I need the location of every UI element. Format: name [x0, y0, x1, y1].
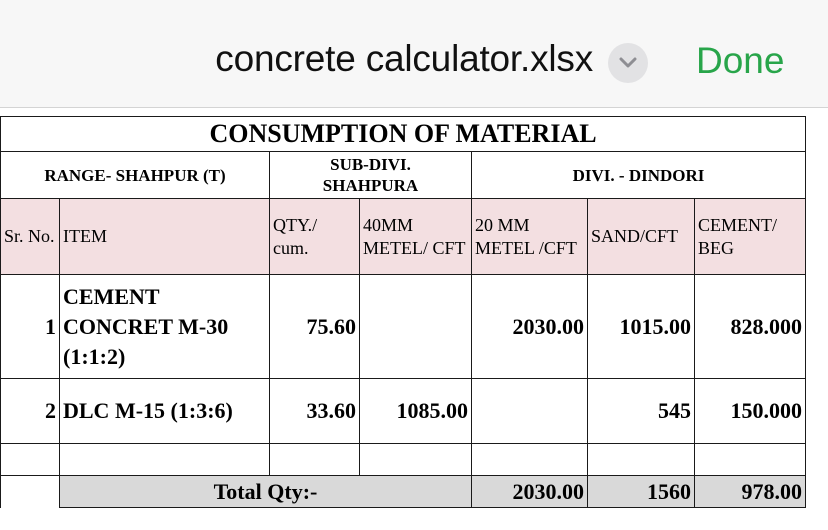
total-label[interactable]: Total Qty:-: [60, 476, 472, 508]
row-1-item-line2: CONCRET M-30: [63, 313, 229, 339]
column-header-row: [1, 199, 806, 275]
title-row: [1, 117, 806, 152]
row-1-item-line3: (1:1:2): [63, 343, 126, 369]
total-empty-cell[interactable]: [1, 476, 60, 508]
empty-cell[interactable]: [60, 444, 270, 476]
header-cement-line1: CEMENT/: [698, 214, 777, 235]
row-2-qty[interactable]: 33.60: [270, 379, 360, 444]
header-cement-line2: BEG: [698, 237, 734, 258]
total-cement[interactable]: 978.00: [695, 476, 806, 508]
row-1-item-line1: CEMENT: [63, 283, 160, 309]
row-2-metal-40[interactable]: 1085.00: [360, 379, 472, 444]
total-metal-20[interactable]: 2030.00: [472, 476, 588, 508]
empty-cell[interactable]: [472, 444, 588, 476]
empty-cell[interactable]: [270, 444, 360, 476]
toolbar: [0, 0, 828, 108]
row-1-item[interactable]: [60, 275, 270, 379]
empty-row: [1, 444, 806, 476]
subdivision-line2: SHAHPURA: [322, 176, 419, 195]
file-name-title[interactable]: concrete calculator.xlsx: [215, 38, 593, 79]
header-sand[interactable]: SAND/CFT: [588, 199, 695, 275]
subdivision-line1: SUB-DIVI.: [330, 155, 411, 174]
file-options-button[interactable]: [608, 43, 648, 83]
row-1-cement[interactable]: 828.000: [695, 275, 806, 379]
header-metal-40[interactable]: [360, 199, 472, 275]
row-2-cement[interactable]: 150.000: [695, 379, 806, 444]
empty-cell[interactable]: [360, 444, 472, 476]
header-sr-no[interactable]: Sr. No.: [1, 199, 60, 275]
header-metal-20[interactable]: [472, 199, 588, 275]
chevron-down-icon: [619, 57, 637, 69]
row-2-metal-20[interactable]: [472, 379, 588, 444]
header-qty[interactable]: QTY./ cum.: [270, 199, 360, 275]
header-cement[interactable]: [695, 199, 806, 275]
empty-cell[interactable]: [1, 444, 60, 476]
row-1-metal-20[interactable]: 2030.00: [472, 275, 588, 379]
total-row: [1, 476, 806, 508]
subdivision-cell[interactable]: [270, 152, 472, 199]
header-metal-20-line2: METEL /CFT: [475, 237, 577, 258]
row-1-qty[interactable]: 75.60: [270, 275, 360, 379]
row-1-sand[interactable]: 1015.00: [588, 275, 695, 379]
location-row: [1, 152, 806, 199]
table-row: [1, 275, 806, 379]
header-metal-20-line1: 20 MM: [475, 214, 530, 235]
division-cell[interactable]: DIVI. - DINDORI: [472, 152, 806, 199]
row-2-sr-no[interactable]: 2: [1, 379, 60, 444]
sheet-title[interactable]: CONSUMPTION OF MATERIAL: [1, 117, 806, 152]
header-metal-40-line2: METEL/ CFT: [363, 237, 466, 258]
header-metal-40-line1: 40MM: [363, 214, 414, 235]
header-item[interactable]: ITEM: [60, 199, 270, 275]
row-1-metal-40[interactable]: [360, 275, 472, 379]
empty-cell[interactable]: [588, 444, 695, 476]
empty-cell[interactable]: [695, 444, 806, 476]
row-2-sand[interactable]: 545: [588, 379, 695, 444]
row-1-sr-no[interactable]: 1: [1, 275, 60, 379]
spreadsheet-table: [0, 116, 806, 508]
table-row: [1, 379, 806, 444]
range-cell[interactable]: RANGE- SHAHPUR (T): [1, 152, 270, 199]
total-sand[interactable]: 1560: [588, 476, 695, 508]
done-button[interactable]: Done: [696, 40, 785, 81]
row-2-item[interactable]: DLC M-15 (1:3:6): [60, 379, 270, 444]
